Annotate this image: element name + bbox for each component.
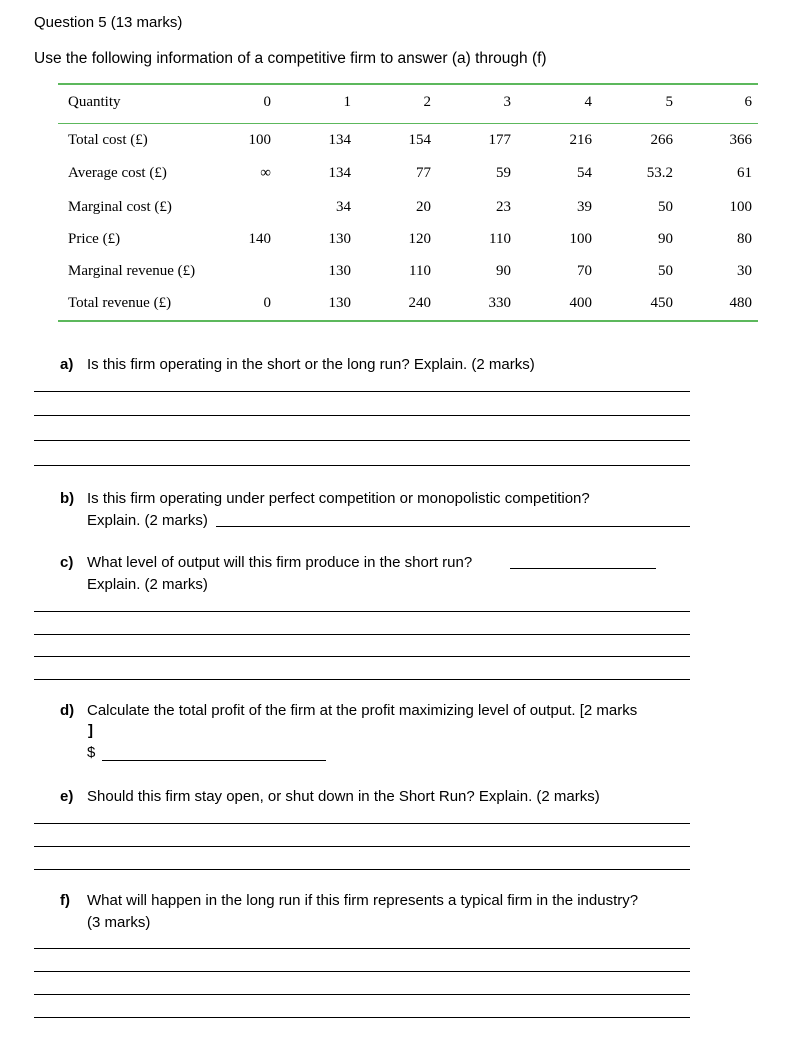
row-label-marginal-cost: Marginal cost (£): [68, 199, 172, 215]
table-header-rule: [58, 123, 758, 124]
table-header-cell: 4: [584, 94, 592, 110]
table-header-cell: 5: [665, 94, 673, 110]
answer-line-e-2[interactable]: [34, 846, 690, 847]
table-cell: 0: [263, 295, 271, 311]
answer-line-e-1[interactable]: [34, 823, 690, 824]
answer-line-f-4[interactable]: [34, 1017, 690, 1018]
table-cell: 177: [488, 132, 511, 148]
answer-line-f-3[interactable]: [34, 994, 690, 995]
table-header-cell: 6: [744, 94, 752, 110]
answer-line-a-1[interactable]: [34, 391, 690, 392]
part-a-label: a): [60, 356, 74, 373]
table-cell: 366: [729, 132, 752, 148]
table-bottom-rule: [58, 320, 758, 322]
table-cell: 216: [569, 132, 592, 148]
answer-line-c-1[interactable]: [34, 611, 690, 612]
table-header-label: Quantity: [68, 94, 121, 110]
table-cell: 61: [737, 165, 752, 181]
answer-line-c-3[interactable]: [34, 656, 690, 657]
table-cell: 30: [737, 263, 752, 279]
part-f-line1: What will happen in the long run if this firm represents a typical firm in the industry?: [87, 892, 639, 909]
answer-line-a-2[interactable]: [34, 415, 690, 416]
table-cell: 134: [328, 132, 351, 148]
answer-line-b-1[interactable]: [216, 526, 690, 527]
part-b-line2: Explain. (2 marks): [87, 512, 208, 529]
part-a-text: Is this firm operating in the short or the long run? Explain. (2 marks): [87, 356, 535, 373]
table-cell: 130: [328, 231, 351, 247]
table-cell: 480: [729, 295, 752, 311]
table-cell: 100: [569, 231, 592, 247]
table-cell: 266: [650, 132, 673, 148]
table-top-rule: [58, 83, 758, 85]
table-cell: 34: [336, 199, 351, 215]
table-cell: 20: [416, 199, 431, 215]
answer-blank-d-profit[interactable]: [102, 760, 326, 761]
table-cell: 80: [737, 231, 752, 247]
table-cell: 50: [658, 199, 673, 215]
table-header-cell: 2: [423, 94, 431, 110]
answer-line-a-4[interactable]: [34, 465, 690, 466]
answer-line-c-4[interactable]: [34, 679, 690, 680]
question-intro: Use the following information of a competitive firm to answer (a) through (f): [34, 50, 547, 67]
row-label-total-cost: Total cost (£): [68, 132, 148, 148]
table-cell: ∞: [260, 165, 271, 181]
part-f-label: f): [60, 892, 70, 909]
part-d-line2: ]: [88, 722, 93, 739]
table-cell: 50: [658, 263, 673, 279]
table-cell: 59: [496, 165, 511, 181]
part-d-label: d): [60, 702, 75, 719]
part-b-label: b): [60, 490, 75, 507]
table-cell: 120: [408, 231, 431, 247]
row-label-average-cost: Average cost (£): [68, 165, 167, 181]
answer-line-e-3[interactable]: [34, 869, 690, 870]
question-title: Question 5 (13 marks): [34, 14, 183, 31]
table-cell: 70: [577, 263, 592, 279]
table-cell: 100: [248, 132, 271, 148]
table-header-cell: 3: [503, 94, 511, 110]
table-cell: 100: [729, 199, 752, 215]
table-cell: 77: [416, 165, 431, 181]
part-c-label: c): [60, 554, 74, 571]
table-header-cell: 1: [343, 94, 351, 110]
part-d-currency: $: [87, 744, 96, 761]
table-cell: 330: [488, 295, 511, 311]
table-cell: 23: [496, 199, 511, 215]
table-cell: 140: [248, 231, 271, 247]
table-cell: 130: [328, 263, 351, 279]
part-c-line2: Explain. (2 marks): [87, 576, 208, 593]
answer-line-f-1[interactable]: [34, 948, 690, 949]
table-cell: 110: [409, 263, 431, 279]
row-label-marginal-revenue: Marginal revenue (£): [68, 263, 196, 279]
part-d-line1: Calculate the total profit of the firm at the profit maximizing level of output. [2 marks: [87, 702, 638, 719]
table-cell: 90: [658, 231, 673, 247]
part-e-text: Should this firm stay open, or shut down in the Short Run? Explain. (2 marks): [87, 788, 600, 805]
table-cell: 130: [328, 295, 351, 311]
answer-line-c-2[interactable]: [34, 634, 690, 635]
table-cell: 134: [328, 165, 351, 181]
table-cell: 450: [650, 295, 673, 311]
table-cell: 53.2: [646, 165, 673, 181]
table-cell: 39: [577, 199, 592, 215]
table-cell: 154: [408, 132, 431, 148]
row-label-price: Price (£): [68, 231, 121, 247]
table-cell: 110: [489, 231, 511, 247]
table-header-cell: 0: [263, 94, 271, 110]
table-cell: 240: [408, 295, 431, 311]
part-e-label: e): [60, 788, 74, 805]
answer-blank-c-output[interactable]: [510, 568, 656, 569]
table-cell: 90: [496, 263, 511, 279]
row-label-total-revenue: Total revenue (£): [68, 295, 172, 311]
part-b-line1: Is this firm operating under perfect competition or monopolistic competition?: [87, 490, 590, 507]
table-cell: 400: [569, 295, 592, 311]
answer-line-f-2[interactable]: [34, 971, 690, 972]
part-f-line2: (3 marks): [87, 914, 151, 931]
table-cell: 54: [577, 165, 592, 181]
answer-line-a-3[interactable]: [34, 440, 690, 441]
part-c-line1: What level of output will this firm produce in the short run?: [87, 554, 473, 571]
